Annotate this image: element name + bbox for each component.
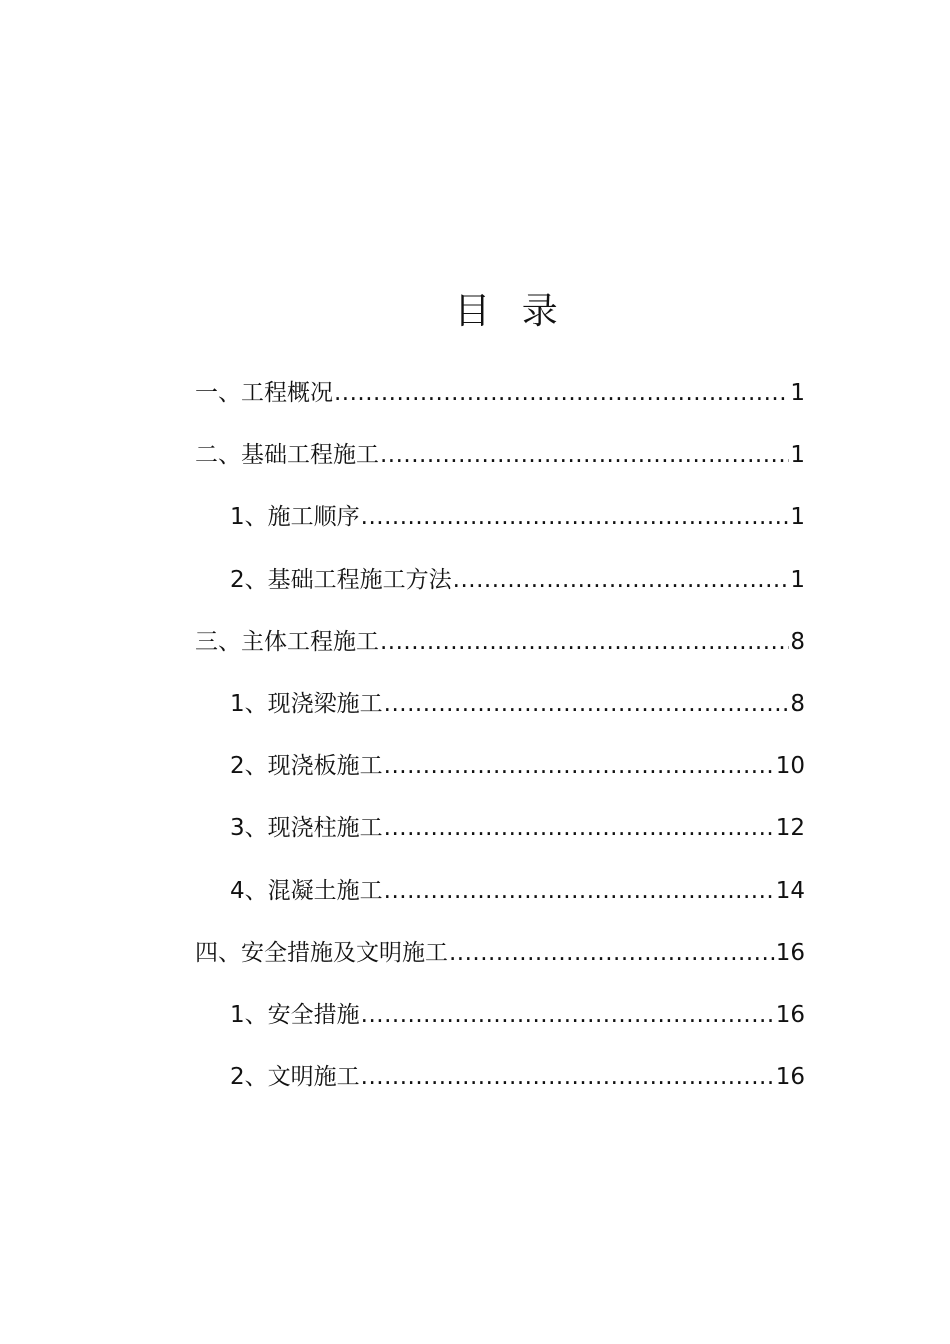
toc-entry-label: 二、基础工程施工 <box>195 442 379 469</box>
dot-leader <box>384 681 790 727</box>
dot-leader <box>361 1054 775 1100</box>
toc-entry-page: 14 <box>775 877 805 904</box>
toc-entry-page: 1 <box>790 504 805 531</box>
table-of-contents <box>195 370 805 1116</box>
toc-entry-label: 1、现浇梁施工 <box>230 690 383 717</box>
dot-leader <box>361 992 775 1038</box>
dot-leader <box>380 619 789 665</box>
toc-entry-civilized-construction[interactable] <box>195 1054 805 1116</box>
toc-entry-label: 3、现浇柱施工 <box>230 815 383 842</box>
toc-entry-label: 1、施工顺序 <box>230 504 360 531</box>
toc-entry-safety-measures[interactable] <box>195 992 805 1054</box>
dot-leader <box>449 930 775 976</box>
toc-entry-construction-sequence[interactable] <box>195 494 805 556</box>
toc-entry-label: 三、主体工程施工 <box>195 628 379 655</box>
toc-entry-label: 2、现浇板施工 <box>230 753 383 780</box>
toc-entry-foundation-works[interactable] <box>195 432 805 494</box>
toc-entry-cast-beams[interactable] <box>195 681 805 743</box>
dot-leader <box>384 868 775 914</box>
toc-entry-page: 10 <box>775 753 805 780</box>
dot-leader <box>384 743 775 789</box>
toc-entry-page: 16 <box>775 1064 805 1091</box>
toc-entry-safety-civilized[interactable] <box>195 930 805 992</box>
toc-entry-page: 8 <box>790 690 805 717</box>
dot-leader <box>380 432 789 478</box>
dot-leader <box>334 370 789 416</box>
toc-entry-label: 2、文明施工 <box>230 1064 360 1091</box>
toc-entry-page: 8 <box>790 628 805 655</box>
toc-entry-page: 1 <box>790 566 805 593</box>
toc-title: 目 录 <box>454 291 568 332</box>
toc-entry-page: 16 <box>775 939 805 966</box>
toc-entry-cast-columns[interactable] <box>195 805 805 867</box>
toc-entry-foundation-methods[interactable] <box>195 557 805 619</box>
dot-leader <box>453 557 790 603</box>
dot-leader <box>361 494 790 540</box>
toc-entry-page: 16 <box>775 1001 805 1028</box>
toc-entry-concrete-works[interactable] <box>195 868 805 930</box>
toc-entry-label: 1、安全措施 <box>230 1001 360 1028</box>
toc-entry-page: 1 <box>790 380 805 406</box>
toc-entry-main-structure[interactable] <box>195 619 805 681</box>
toc-entry-label: 四、安全措施及文明施工 <box>195 939 448 966</box>
toc-entry-engineering-overview[interactable] <box>195 370 805 432</box>
dot-leader <box>384 805 775 851</box>
toc-entry-cast-slabs[interactable] <box>195 743 805 805</box>
toc-entry-label: 4、混凝土施工 <box>230 877 383 904</box>
toc-entry-label: 2、基础工程施工方法 <box>230 566 452 593</box>
toc-entry-label: 一、工程概况 <box>195 380 333 406</box>
toc-entry-page: 1 <box>790 442 805 469</box>
toc-entry-page: 12 <box>775 815 805 842</box>
